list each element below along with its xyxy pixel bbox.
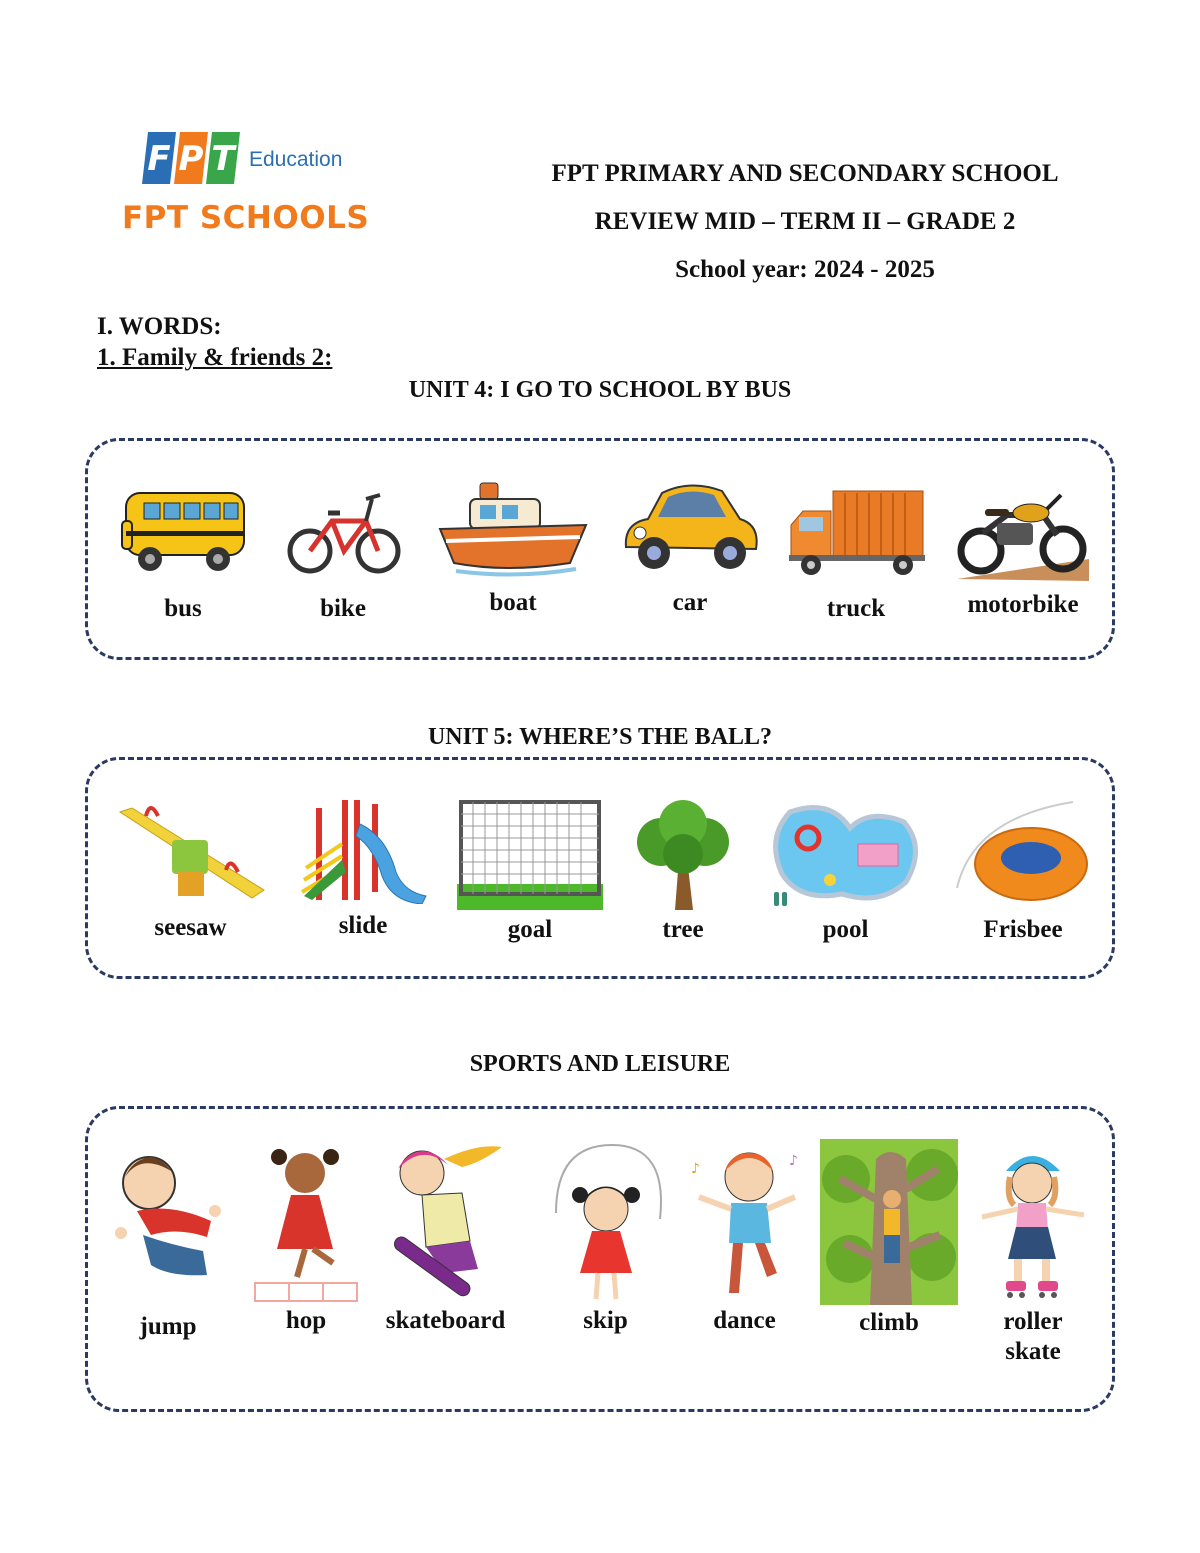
word-card-pool bbox=[768, 798, 923, 944]
word-label: goal bbox=[507, 916, 553, 943]
skipping-rope-girl-icon bbox=[546, 1143, 666, 1303]
tree-icon bbox=[631, 798, 735, 910]
section-subtitle: 1. Family & friends 2: bbox=[97, 344, 333, 371]
review-title: REVIEW MID – TERM II – GRADE 2 bbox=[594, 208, 1016, 235]
word-card-skateboard bbox=[373, 1143, 518, 1335]
word-card-dance bbox=[682, 1143, 807, 1335]
word-label: truck bbox=[826, 595, 886, 622]
word-card-skip bbox=[543, 1143, 668, 1335]
fpt-logo bbox=[140, 128, 250, 190]
word-label bbox=[973, 1307, 1093, 1367]
word-label: bike bbox=[320, 595, 366, 622]
car-icon bbox=[618, 475, 763, 581]
logo-education-text: Education bbox=[249, 148, 343, 171]
hopscotch-girl-icon bbox=[249, 1143, 363, 1303]
unit5-box bbox=[85, 757, 1115, 979]
word-card-hop bbox=[246, 1143, 366, 1335]
dancing-boy-icon bbox=[685, 1143, 805, 1303]
word-label-line1: roller bbox=[1003, 1308, 1063, 1335]
word-card-motorbike bbox=[948, 479, 1098, 619]
word-card-seesaw bbox=[113, 798, 268, 942]
word-label-line2: skate bbox=[1005, 1338, 1061, 1365]
word-label: Frisbee bbox=[983, 916, 1063, 943]
word-card-frisbee bbox=[948, 798, 1098, 944]
jumping-boy-icon bbox=[111, 1151, 225, 1301]
slide-icon bbox=[296, 796, 430, 904]
word-label: pool bbox=[822, 916, 869, 943]
logo-letter-f: F bbox=[147, 139, 171, 179]
section-title: I. WORDS: bbox=[97, 313, 222, 340]
pool-icon bbox=[770, 798, 922, 910]
frisbee-icon bbox=[953, 798, 1093, 910]
word-label: motorbike bbox=[967, 591, 1079, 618]
word-card-roller-skate bbox=[973, 1143, 1093, 1367]
logo-letter-t: T bbox=[211, 139, 235, 179]
word-label: car bbox=[672, 589, 708, 616]
word-label: bus bbox=[164, 595, 202, 622]
boat-icon bbox=[436, 475, 591, 581]
word-label: boat bbox=[489, 589, 537, 616]
word-label: skateboard bbox=[385, 1307, 506, 1334]
goal-icon bbox=[457, 798, 603, 910]
unit5-title: UNIT 5: WHERE’S THE BALL? bbox=[427, 724, 773, 750]
word-label: jump bbox=[139, 1313, 197, 1340]
sports-box bbox=[85, 1106, 1115, 1412]
school-bus-icon bbox=[118, 481, 248, 581]
skateboard-kid-icon bbox=[382, 1143, 510, 1303]
svg-text:♪: ♪ bbox=[788, 1153, 798, 1169]
word-label: seesaw bbox=[154, 914, 227, 941]
word-label: climb bbox=[859, 1309, 919, 1336]
word-card-truck bbox=[781, 481, 931, 623]
word-card-bike bbox=[278, 481, 408, 623]
word-card-tree bbox=[628, 798, 738, 944]
fpt-letters-icon bbox=[140, 128, 250, 190]
word-label: dance bbox=[713, 1307, 776, 1334]
logo-letter-p: P bbox=[178, 139, 204, 179]
word-card-slide bbox=[293, 796, 433, 940]
word-card-car bbox=[616, 475, 764, 617]
truck-icon bbox=[785, 481, 927, 581]
svg-text:♪: ♪ bbox=[690, 1161, 700, 1177]
word-card-jump bbox=[108, 1151, 228, 1341]
word-card-goal bbox=[455, 798, 605, 944]
logo-brand-text: FPT SCHOOLS bbox=[122, 200, 370, 236]
word-card-bus bbox=[113, 481, 253, 623]
climbing-tree-icon bbox=[820, 1139, 958, 1305]
word-label: slide bbox=[338, 912, 388, 939]
seesaw-icon bbox=[116, 798, 266, 904]
word-label: skip bbox=[583, 1307, 628, 1334]
unit4-title: UNIT 4: I GO TO SCHOOL BY BUS bbox=[408, 377, 792, 403]
roller-skate-girl-icon bbox=[976, 1143, 1090, 1303]
sports-title: SPORTS AND LEISURE bbox=[469, 1051, 731, 1077]
word-card-boat bbox=[433, 475, 593, 617]
word-label: tree bbox=[662, 916, 704, 943]
school-year: School year: 2024 - 2025 bbox=[675, 256, 935, 283]
word-label: hop bbox=[285, 1307, 327, 1334]
bicycle-icon bbox=[286, 481, 401, 581]
unit4-box bbox=[85, 438, 1115, 660]
word-card-climb bbox=[818, 1139, 960, 1337]
school-name: FPT PRIMARY AND SECONDARY SCHOOL bbox=[551, 160, 1059, 187]
motorbike-icon bbox=[957, 479, 1089, 581]
